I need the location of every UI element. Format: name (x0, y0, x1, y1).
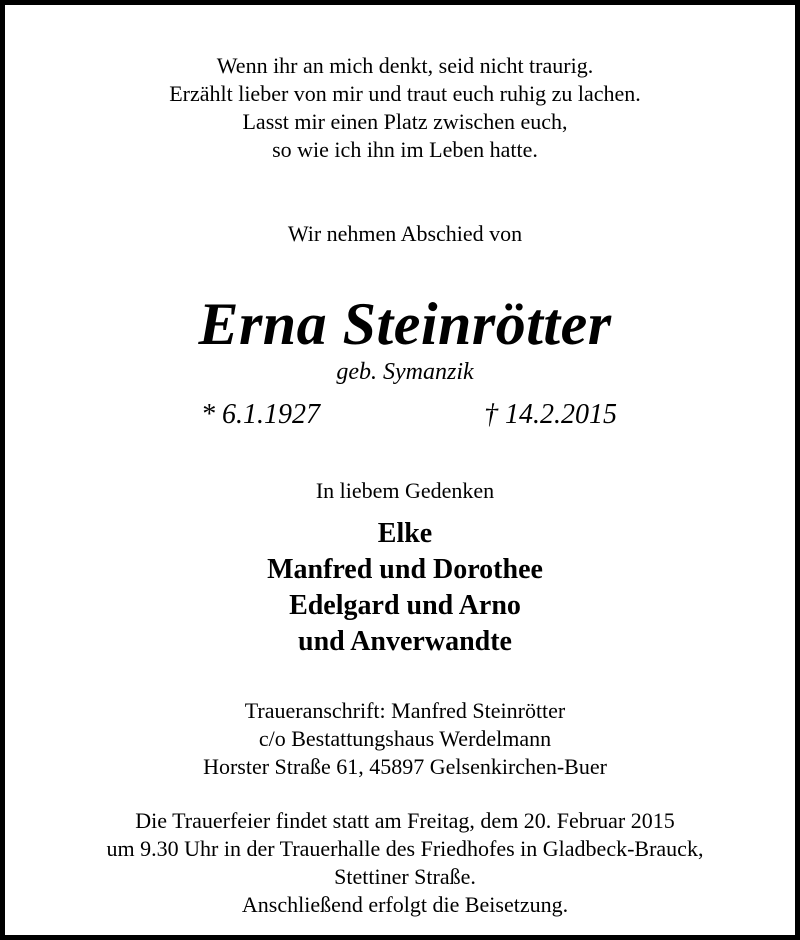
funeral-service-info (5, 807, 800, 919)
memory-text: In liebem Gedenken (315, 478, 495, 503)
poem-line: Erzählt lieber von mir und traut euch ruhig zu lachen. (169, 81, 641, 106)
mourner-name: Manfred und Dorothee (267, 554, 543, 585)
birth-date: * 6.1.1927 (201, 399, 320, 430)
mourner-name: Edelgard und Arno (289, 590, 521, 621)
poem-line: so wie ich ihn im Leben hatte. (272, 137, 538, 162)
mourning-address (5, 697, 800, 781)
service-line: Anschließend erfolgt die Beisetzung. (241, 892, 569, 917)
mourner-name: und Anverwandte (298, 626, 512, 657)
service-line: Die Trauerfeier findet statt am Freitag, dem 20. Februar 2015 (135, 808, 675, 833)
poem-line: Lasst mir einen Platz zwischen euch, (242, 109, 568, 134)
address-line: Horster Straße 61, 45897 Gelsenkirchen-Buer (203, 754, 607, 779)
death-date: † 14.2.2015 (484, 399, 617, 430)
service-line: um 9.30 Uhr in der Trauerhalle des Friedhofes in Gladbeck-Brauck, (106, 836, 704, 861)
address-line: c/o Bestattungshaus Werdelmann (258, 726, 552, 751)
poem-line: Wenn ihr an mich denkt, seid nicht traurig. (216, 53, 594, 78)
address-line: Traueranschrift: Manfred Steinrötter (244, 698, 566, 723)
service-line: Stettiner Straße. (334, 864, 476, 889)
mourners-list (5, 516, 800, 660)
deceased-name: Erna Steinrötter (198, 291, 612, 357)
birth-name: geb. Symanzik (336, 359, 474, 385)
farewell-intro: Wir nehmen Abschied von (287, 221, 523, 246)
poem (5, 52, 800, 164)
mourner-name: Elke (377, 518, 433, 549)
